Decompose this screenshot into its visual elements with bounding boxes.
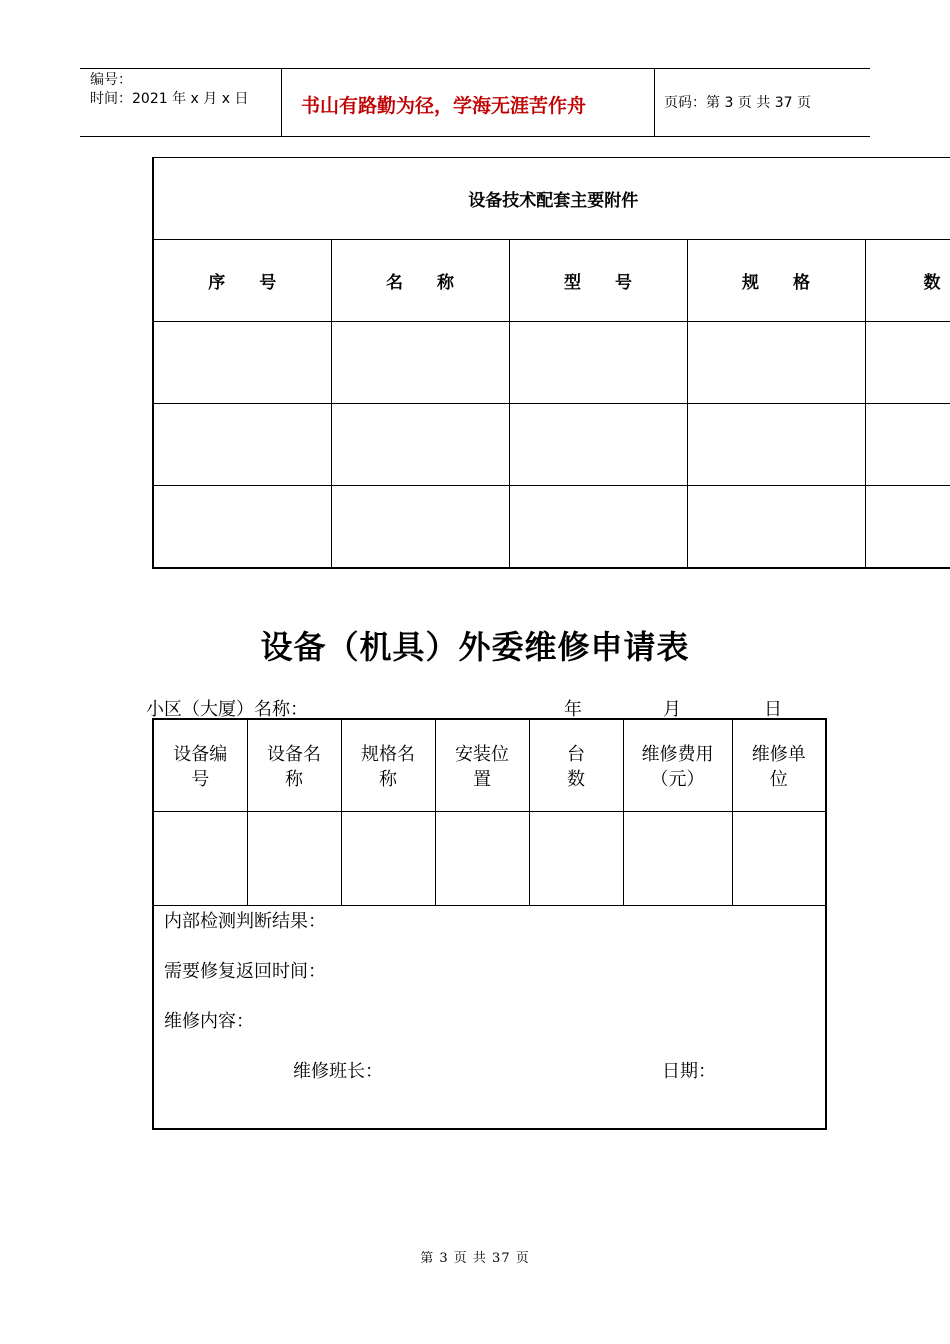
table-row [153, 404, 950, 486]
table-cell[interactable] [331, 322, 509, 404]
table-cell[interactable] [865, 486, 950, 569]
table-cell[interactable] [247, 811, 341, 905]
header-top-rule [80, 68, 870, 69]
header-bottom-rule [80, 136, 870, 137]
table-cell[interactable] [331, 486, 509, 569]
col-header-equipment-no: 设备编 号 [153, 719, 247, 811]
return-time-label: 需要修复返回时间： [164, 960, 326, 982]
year-label: 年 [564, 699, 582, 720]
table-cell[interactable] [509, 322, 687, 404]
repair-leader-label: 维修班长： [293, 1060, 383, 1082]
internal-result-label: 内部检测判断结果： [164, 910, 326, 932]
table-cell[interactable] [732, 811, 826, 905]
col-header-equipment-name: 设备名 称 [247, 719, 341, 811]
header-page-label: 页码：第 3 页 共 37 页 [664, 95, 811, 111]
day-label: 日 [764, 699, 782, 720]
repair-header-row [153, 719, 826, 811]
table-cell[interactable] [153, 404, 331, 486]
header-divider-right [654, 68, 655, 136]
table-cell[interactable] [529, 811, 623, 905]
accessories-table-title: 设备技术配套主要附件 [153, 158, 950, 240]
col-header-spec: 规 格 [687, 240, 865, 322]
header-motto: 书山有路勤为径，学海无涯苦作舟 [301, 95, 587, 117]
header-divider-left [281, 68, 282, 136]
table-cell[interactable] [687, 404, 865, 486]
header-time-label: 时间：2021 年 x 月 x 日 [90, 91, 249, 107]
community-label: 小区（大厦）名称： [146, 699, 308, 720]
col-header-quantity: 数 [865, 240, 950, 322]
accessories-header-row [153, 240, 950, 322]
col-header-repair-company: 维修单 位 [732, 719, 826, 811]
form-title: 设备（机具）外委维修申请表 [260, 628, 690, 666]
table-cell[interactable] [153, 322, 331, 404]
table-row [153, 486, 950, 569]
table-row [153, 811, 826, 905]
table-cell[interactable] [331, 404, 509, 486]
table-cell[interactable] [509, 486, 687, 569]
repair-request-table [152, 718, 827, 1130]
col-header-spec-name: 规格名 称 [341, 719, 435, 811]
col-header-unit-count: 台 数 [529, 719, 623, 811]
table-cell[interactable] [865, 404, 950, 486]
header-number-label: 编号： [90, 72, 132, 88]
table-cell[interactable] [153, 811, 247, 905]
table-cell[interactable] [153, 486, 331, 569]
col-header-install-location: 安装位 置 [435, 719, 529, 811]
col-header-model: 型 号 [509, 240, 687, 322]
repair-content-label: 维修内容： [164, 1010, 254, 1032]
repair-details-cell[interactable] [153, 905, 826, 1129]
col-header-serial: 序 号 [153, 240, 331, 322]
accessories-table [152, 157, 950, 569]
table-cell[interactable] [623, 811, 732, 905]
table-row [153, 322, 950, 404]
date-label: 日期： [662, 1060, 716, 1082]
table-cell[interactable] [341, 811, 435, 905]
month-label: 月 [663, 699, 681, 720]
table-cell[interactable] [687, 486, 865, 569]
table-cell[interactable] [687, 322, 865, 404]
table-cell[interactable] [435, 811, 529, 905]
table-cell[interactable] [509, 404, 687, 486]
table-cell[interactable] [865, 322, 950, 404]
col-header-name: 名 称 [331, 240, 509, 322]
col-header-repair-cost: 维修费用 （元） [623, 719, 732, 811]
footer-page-number: 第 3 页 共 37 页 [420, 1251, 530, 1266]
